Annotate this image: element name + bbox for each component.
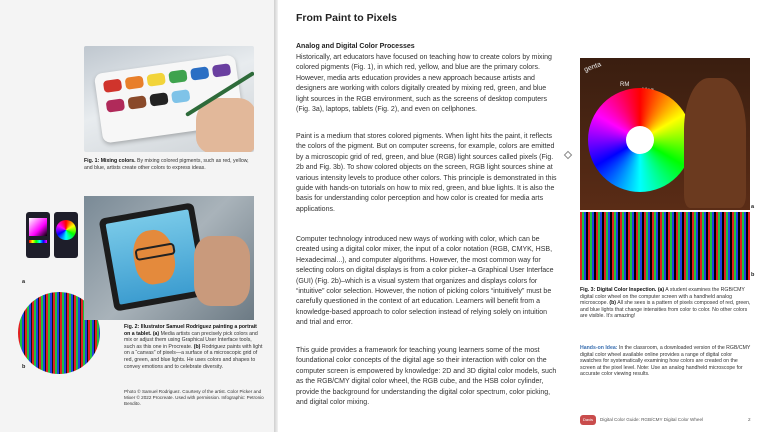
fig2-tablet-portrait-photo [84, 196, 254, 320]
fig1-caption: Fig. 1: Mixing colors. By mixing colored pigments, such as red, yellow, and blue, artists create other colors to express ideas. [84, 158, 249, 171]
fig2a-color-picker-screen [26, 212, 50, 258]
fig3-letter-b: b [751, 272, 755, 278]
publisher-logo: Davis [580, 415, 596, 425]
fig3-letter-a: a [751, 204, 755, 210]
fig2-letter-a: a [22, 279, 26, 285]
tablet [99, 202, 210, 311]
section-heading: Analog and Digital Color Processes [296, 43, 415, 50]
page-gutter [274, 0, 278, 432]
paragraph-3: Computer technology introduced new ways of working with color, which can be created using a digital color mixer, the input of a color notation (RGB, CMYK, HSB, Hexadecimal...), and computer algorithms. However, the most common way for selecting colors on digital displays is from a color picker–a Graphical User Interface (GUI) (Fig. 2b)–which is a visual system that organizes and displays colors for “intuitive” color selection. However, the notion of picking colors “intuitively” must be carefully questioned in the context of art education. Learners will benefit from a knowledge-based approach to color selection instead of relying solely on intuition and trial and error. [296, 236, 554, 327]
fig2-letter-b: b [22, 364, 26, 370]
fig2-credit: Photo © Samuel Rodriguez. Courtesy of the artist. Color Picker and Mixer © 2022 Procreate. Used with permission. Infographic: Petronio Bendito. [124, 389, 264, 406]
footer-text: Digital Color Guide: RGB/CMY Digital Color Wheel [600, 417, 704, 422]
page-title: From Paint to Pixels [296, 12, 397, 24]
tablet-screen [106, 209, 203, 304]
fig1-paint-palette-photo [84, 46, 254, 152]
fig2-caption: Fig. 2: Illustrator Samuel Rodriguez painting a portrait on a tablet. (a) Media artists can precisely pick colors and mix or adjust them using Graphical User Interface tools, such as this one in Procreate. (b) Rodriguez paints with light on a “canvas” of pixels—a surface of a microscopic grid of red, green, and blue lights. He uses colors and shapes to convey emotions and to celebrate diversity. [124, 324, 263, 370]
hands-on-idea: Hands-on Idea: In the classroom, a downloaded version of the RGB/CMY digital color wheel available online provides a range of digital color swatches for systematically examining how colors are created on the screen at the pixel level. Note: Use an analog handheld microscope for accurate color viewing results. [580, 345, 751, 378]
fig3a-color-wheel-inspection-photo [580, 58, 750, 210]
page-number: 2 [748, 417, 751, 422]
fig3b-pixel-pattern [580, 212, 750, 280]
fig2a-color-wheel-screen [54, 212, 78, 258]
screen-text-genta: genta [583, 61, 603, 74]
hand [196, 98, 254, 152]
paragraph-1: Historically, art educators have focused on teaching how to create colors by mixing colored pigments (Fig. 1), in which red, yellow, and blue are the primary colors. However, media arts education provides a new approach because artists and designers are working with colors digitally created by mixing red, green, and blue light sources in the RGB environment, such as the screens of desktop computers (Fig. 3a), laptops, tablets (Fig. 2), and even on cellphones. [296, 54, 552, 114]
paragraph-2: Paint is a medium that stores colored pigments. When light hits the paint, it reflects the colors of the pigment. But on computer screens, for example, colors are emitted by a microscopic grid of red, green, and blue (RGB) light sources called pixels (Fig. 2b and Fig. 3b). To show colored objects on the screen, RGB light sources shine at various intensity levels to produce other colors. This principle is demonstrated in this guide with hands-on tutorials on how to mix red, green, and blue lights. It is also the basis for understanding color perception and how color is created for media arts applications. [296, 133, 557, 213]
student-with-microscope [684, 78, 746, 208]
paragraph-4: This guide provides a framework for teaching young learners some of the most foundational color concepts of the digital age so their interaction with color on the computer screen is empowered by knowledge: 2D and 3D digital color models, such as the RGB/CMY digital color wheel, the RGB cube, and the HSB color cylinder, provide the background for understanding the digital color spectrum, color picking, and digital color mixing. [296, 347, 557, 407]
rgb-cmy-color-wheel [588, 88, 692, 192]
artist-hand [194, 236, 250, 306]
fig3-caption: Fig. 3: Digital Color Inspection. (a) A student examines the RGB/CMY digital color wheel on the computer screen with a handheld analog microscope. (b) All she sees is a pattern of pixels composed of red, green, and blue lights that change intensities from color to color. No other colors are visible. It’s amazing! [580, 287, 751, 320]
screen-text-rm: RM [620, 82, 630, 88]
